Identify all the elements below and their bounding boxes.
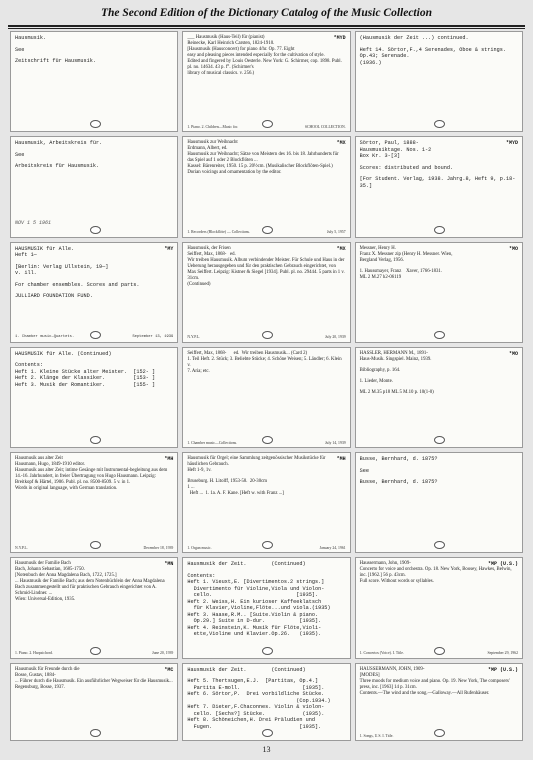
card-line: Heft 7. Dieter,F.Chaconnes. Violin & violon- (187, 704, 325, 710)
card-line: für Klavier,Violine,Flöte...und viola.(1935) (187, 605, 331, 612)
card-footer-left: 1. Chamber music—Collections. (187, 440, 238, 445)
card-punch-hole (262, 729, 273, 737)
card-line: Busse, Bernhard, d. 1875? (359, 456, 438, 462)
card-line: Hausmusik für Freunde durch die (15, 666, 80, 672)
catalog-card (182, 136, 350, 237)
card-footer-right: September 13, 1939 (132, 335, 174, 340)
card-punch-hole (262, 647, 273, 655)
card-line: Hausmann, Hugo, 1849-1910 editor. (15, 462, 86, 467)
card-line: Wien: Universal-Edition, 1935. (15, 597, 76, 603)
card-line: Dorian voicings and ornamentation by the editor. (187, 170, 282, 176)
card-line: Franz X. Messner zip (Henry H. Messner. Wien, (359, 251, 453, 257)
card-footer-left: 1. Concertos (Voice). I. Title. (359, 651, 404, 655)
card-line: Hausmusiktage. Nos. 1-2 (359, 146, 432, 153)
card-line: HAUSMUSIK für Alle. (Continued) (15, 350, 112, 357)
card-line: See (15, 151, 25, 158)
card-line: Kassel: Bärenreiter, 1950. 15 p. 20½cm. (Musikalischer Blockflöten-Spiel.) (187, 164, 333, 170)
card-line: Regensburg, Bosse, 1937. (15, 684, 65, 690)
catalog-card (182, 347, 350, 448)
card-line: Heft 6. Sörtor,P. Drei vorbildliche Stücke. (187, 691, 325, 697)
catalog-card (182, 557, 350, 658)
card-line: Haussermann, John, 1909- (359, 561, 411, 567)
card-line: Bruseburg. H. Litolff, 1953-58. 20-30cm (187, 479, 267, 484)
card-footer-right: January 24, 1961 (319, 545, 346, 550)
catalog-card (355, 242, 523, 343)
card-punch-hole (262, 226, 273, 234)
card-line: Hausmusik der Zeit. (Continued) (187, 666, 306, 673)
catalog-card (355, 663, 523, 742)
card-line: Contents: (187, 572, 216, 579)
card-line: HAUSSERMANN, JOHN, 1909- (359, 666, 425, 672)
card-line: 1. Lieder, Monte. (359, 378, 393, 384)
card-line: Busse, Bernhard, d. 1875? (359, 479, 438, 485)
card-punch-hole (90, 729, 101, 737)
card-footer-left: 1. Piano. 2. Children—Music for. (187, 124, 239, 129)
card-line: Seiffert, Max, 1868- ed. (187, 251, 236, 257)
card-footer-right: SCHOOL COLLECTION. (304, 124, 346, 129)
card-line: (Cop.1934.) (187, 697, 331, 704)
card-line: Bibliography, p. 164. (359, 367, 401, 373)
card-punch-hole (90, 331, 101, 339)
card-line: Three moods for medium voice and piano. Op. 19. New York, The composers' press, inc. [1963] 14 p. 31cm. (359, 678, 511, 690)
card-line: Heft 1. Vieuxt,E. [Divertimentos.2 strings.] (187, 579, 325, 586)
card-line: 1. Haussmayer, Franz Xaver, 1766-1831. (359, 268, 442, 274)
card-line: Op.29.] Suite in D-dur. [1935]. (187, 618, 322, 625)
card-line: cello. [1935]. (187, 592, 319, 599)
card-punch-hole (434, 436, 445, 444)
card-line: JULLIARD FOUNDATION FUND. (15, 293, 93, 299)
card-line: (1936.) (359, 59, 382, 66)
card-call-number: *MYD (333, 35, 346, 41)
card-call-number: *MH (336, 456, 346, 462)
card-line: Contents.—The wind and the song.—Galloway.—All Rufenhäuser. (359, 690, 490, 696)
card-footer-left: N.Y.P.L. (187, 335, 201, 340)
card-line: Fugen. [1935]. (187, 723, 322, 730)
card-punch-hole (90, 647, 101, 655)
card-line: Words in original language, with German translation. (15, 486, 118, 491)
card-punch-hole (262, 331, 273, 339)
card-line: [Notenbuch der Anna Magdalena Bach, 1722, 1725.] (15, 573, 117, 579)
card-line: Wir treiben Hausmusik. Album verbindender Meister. Für Schule und Haus in der Ueberung herausgegeben und für den praktischen Gebrauch eingerichtet, von Max Seiffert. Leipzig: Kistner & Siegel [1934]. Publ. pl. no. 29444. 5 parts in 1 v. 31cm. (187, 257, 346, 281)
card-line: For chamber ensembles. Scores and parts. (15, 281, 140, 288)
page-number: 13 (262, 745, 271, 754)
card-call-number: *MX (336, 140, 346, 147)
card-line: Hausmusik der Zeit. (Continued) (187, 561, 306, 568)
card-line: 1 ... (187, 485, 196, 490)
card-line: Contents: (15, 362, 44, 369)
card-call-number: *MN (164, 561, 174, 568)
card-footer-right: September 29, 1962 (487, 651, 518, 655)
card-line: 1. Teil Heft. 2. Stück; 3. Beliebte Stücke; 4. Schöne Weisen; 5. Ländler; 6. Klein v. (187, 356, 343, 368)
card-line: Haus-Musik. Singspiel. Mainz, 1939. (359, 356, 432, 362)
card-line: 35.] (359, 182, 373, 189)
card-line: Hausmusik, der Frisen (187, 245, 231, 251)
catalog-card (10, 347, 178, 448)
card-line: Heft 8. Schöneichen,H. Drei Präludien und (187, 717, 315, 723)
card-call-number: *MH (164, 456, 174, 462)
card-call-number: *MC (164, 666, 174, 673)
card-line: Heft 3. Haase,R.M.. [Suite.Violin & piano. (187, 611, 319, 618)
card-line: HASSLER, HERMANN M., 1891- (359, 350, 428, 356)
catalog-card (355, 347, 523, 448)
card-date-stamp: NOV 1 5 1961 (15, 220, 52, 226)
catalog-card (10, 31, 178, 132)
card-line: ML 2 M.35 p18 ML 5 M.10 p. 10(1-0) (359, 389, 434, 395)
card-line: Hausmusik aus alter Zeit; intime Gesänge mit Instrumental-begleitung aus dem 14.-16. Jahrhundert, in freier Übertragung von Hugo Hausmann. Leipzig: Breitkopf & Härtel, 1906. Publ. pl. no. 8500-8509. 5 v. in 1. (15, 468, 169, 485)
page-header (0, 0, 533, 26)
card-footer-right: July 5, 1957 (326, 230, 346, 234)
card-line: Scores: distributed and bound. (359, 164, 454, 171)
card-punch-hole (434, 120, 445, 128)
card-line: Reinecke, Karl Heinrich Carsten, 1824-1910. (187, 41, 275, 46)
card-line: Hausmusik zur Weihnacht (187, 140, 238, 146)
card-line: Messner, Henry H. (359, 245, 396, 251)
card-punch-hole (434, 541, 445, 549)
catalog-card (355, 31, 523, 132)
card-line: [For Student. Verlag, 1938. Jahrg.8, Heft 9, p.18- (359, 176, 516, 183)
card-call-number: *MYD (505, 140, 518, 147)
catalog-card (10, 136, 178, 237)
card-footer-right: December 18, 1939 (143, 545, 174, 550)
card-line: Heft ... 1. 1a. A. F. Kane. [Heft w. with Franz ...] (187, 491, 284, 496)
card-call-number: *MO (508, 350, 518, 357)
card-footer-left: 1. Songs, U.S. I. Title. (359, 733, 394, 738)
card-line: Heft 3. Musik der Romantiker. [155- ] (15, 381, 156, 388)
card-footer-left: N.Y.P.L. (15, 545, 28, 550)
card-line: Hausmusik der Familie Bach (15, 561, 71, 567)
card-line: [Hausmusik (Hausconcert) for piano 4/hr. Op. 77. Eight (187, 47, 295, 52)
header-rule-thin (8, 28, 525, 29)
card-line: (Continued) (187, 281, 211, 287)
card-punch-hole (90, 541, 101, 549)
card-line: ___ Hausmusik (Haus-Teil) für (pianist) (187, 35, 265, 40)
catalog-card (10, 242, 178, 343)
card-footer-left: 1. Chamber music—Quartets. (15, 335, 75, 340)
card-line: Full score. Without words or syllables. (359, 579, 434, 585)
card-line: Sörtor, Paul, 1888- (359, 140, 419, 147)
card-line: [Berlin: Verlag Ullstein, 19—] (15, 263, 109, 270)
card-line: ... Führer durch die Hausmusik. Ein ausführlicher Wegweiser für die Hausmusik... (15, 678, 173, 684)
page-header-title: The Second Edition of the Dictionary Catalog of the Music Collection (101, 7, 432, 19)
card-line: Hausmusik zur Weihnacht; Sätze von Meistern des 16. bis 18. Jahrhunderts für das Spiel auf 1 oder 2 Blockflöten ... (187, 152, 340, 164)
catalog-card (182, 663, 350, 742)
card-line: cello. [Sechs?] Stücke. (1935). (187, 710, 325, 717)
card-line: easy and pleasing pieces intended especially for the cultivation of style. (187, 53, 325, 58)
card-footer-left: 1. Recorders (Blockflöte) — Collections. (187, 230, 250, 234)
card-punch-hole (90, 226, 101, 234)
card-punch-hole (434, 331, 445, 339)
catalog-card (182, 452, 350, 553)
card-punch-hole (434, 647, 445, 655)
card-line: HAUSMUSIK für Alle. (15, 245, 75, 252)
card-line: (Hausmusik der Zeit ...) continued. (359, 35, 469, 41)
card-line: Erdmann, Albert, ed. (187, 146, 228, 152)
card-call-number: *MX (336, 245, 346, 252)
card-line: 7. Aria; etc. (187, 368, 210, 374)
card-line: Bosse, Gustav, 1884- (15, 672, 56, 678)
catalog-card (182, 31, 350, 132)
catalog-card (355, 136, 523, 237)
card-line: Bach, Johann Sebastian, 1685-1750. (15, 567, 85, 573)
card-line: Heft 14. Sörtor,F.,4 Serenades, Oboe & strings. (359, 46, 506, 53)
card-line: See (359, 467, 369, 474)
catalog-card (355, 452, 523, 553)
card-line: Hausmusik für Orgel; eine Sammlung zeitgenössischer Musikstücke für häuslichen Gebrauch. (187, 456, 327, 467)
card-punch-hole (90, 120, 101, 128)
card-call-number: *MY (164, 245, 174, 252)
catalog-card (10, 452, 178, 553)
card-call-number: *MO (508, 245, 518, 252)
card-line: Seiffert, Max, 1868- ed. Wir treiben Hausmusik... (Card 2) (187, 350, 308, 356)
header-rule (8, 25, 525, 27)
catalog-card (10, 663, 178, 742)
card-line: Hausmusik. (15, 35, 47, 41)
card-line: library of musical classics. v. 256.) (187, 71, 255, 76)
card-line: [MODES] (359, 672, 380, 678)
catalog-card (182, 242, 350, 343)
card-line: See (15, 46, 25, 53)
card-line: ML 2 M.27 h2-06119 (359, 274, 402, 280)
card-line: Hausmusik aus alter Zeit (15, 456, 63, 461)
catalog-card (10, 557, 178, 658)
card-grid (10, 31, 523, 741)
card-call-number: *MP (U.S.) (487, 666, 518, 673)
card-line: Heft 1— (15, 252, 37, 258)
card-line: Bergland Verlag, 1956. (359, 257, 404, 263)
card-footer-left: 1. Piano. 2. Harpsichord. (15, 651, 53, 655)
card-footer-right: July 20, 1939 (325, 335, 346, 340)
card-line: Edited and fingered by Louis Oesterle. New York: G. Schirmer, cop. 1898. Publ. pl. no. 14634. 43 p. f°. (Schirmer's (187, 59, 344, 70)
card-line: v. ill. (15, 270, 37, 276)
card-line: Op.43; Serenade. (359, 53, 410, 59)
card-call-number: *MP (U.S.) (487, 561, 518, 568)
card-line: Zeitschrift für Hausmusik. (15, 58, 96, 64)
card-line: Heft 1-9, 1v. (187, 468, 212, 473)
card-line: Divertimento für Violine,Viola und Violon- (187, 585, 325, 592)
card-line: Heft 2. Weiss,H. Ein kurioser Kaffeeklatsch (187, 598, 322, 605)
card-footer-left: 1. Organ music. (187, 545, 212, 550)
card-line: Heft 5. Thertsugen,E.J. [Partitas, Op.4.] (187, 678, 319, 684)
card-line: Hausmusik, Arbeitskreis für. (15, 140, 103, 147)
card-line: Heft 4. Reinstein,K. Musik für Flöte,Violi- (187, 624, 322, 631)
card-footer-right: June 20, 1939 (152, 651, 174, 655)
card-line: ... Hausmusik der Familie Bach; aus dem Notenbüchlein der Anna Magdalena Bach zusammengestellt und für praktischen Gebrauch eingerichtet von A. Schmid-Lindner. ... (15, 579, 166, 597)
card-line: ette,Violine und Klavier.Op.26. (1935). (187, 631, 322, 638)
card-footer-right: July 14, 1939 (325, 440, 346, 445)
card-line: Box Kr. 3-[3] (359, 153, 401, 160)
catalog-card (355, 557, 523, 658)
card-line: Partita E-moll. [1935]. (187, 684, 325, 691)
card-line: Heft 1. Kleine Stücke alter Meister. [152- ] (15, 368, 156, 375)
card-line: Concerto for voice and orchestra. Op. 18. New York, Boosey, Hawkes, Belwin, inc. [1962.] 56 p. 43cm. (359, 567, 513, 579)
card-line: Heft 2. Klänge der Klassiker. [153- ] (15, 375, 156, 382)
card-punch-hole (262, 436, 273, 444)
card-punch-hole (90, 436, 101, 444)
card-line: Arbeitskreis für Hausmusik. (15, 163, 100, 170)
card-punch-hole (434, 226, 445, 234)
